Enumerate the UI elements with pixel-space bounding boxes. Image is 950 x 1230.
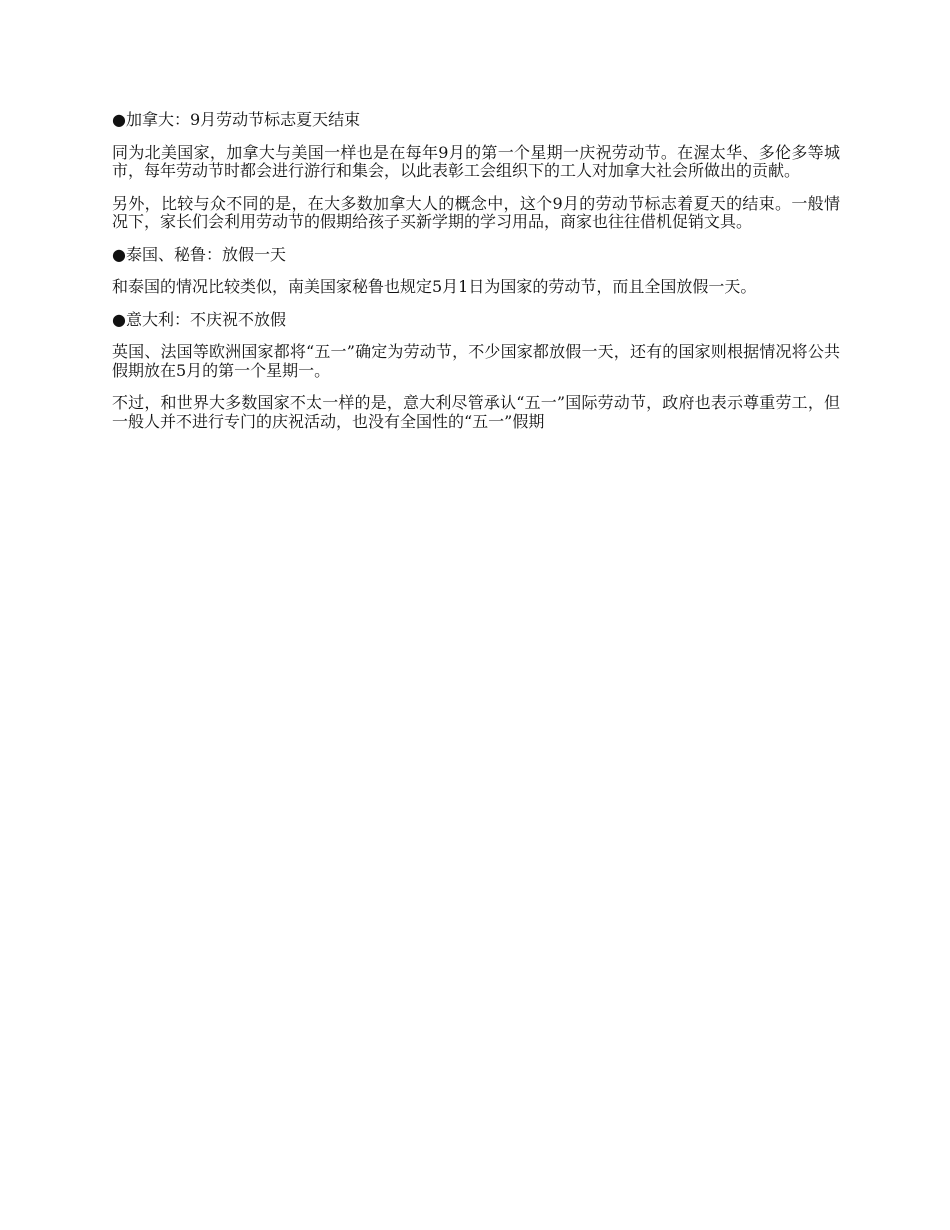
paragraph: 英国、法国等欧洲国家都将“五一”确定为劳动节，不少国家都放假一天，还有的国家则根据情况将公共假期放在5月的第一个星期一。 (112, 342, 840, 380)
section-heading-text: 意大利：不庆祝不放假 (125, 309, 286, 329)
bullet-icon: ● (112, 110, 126, 129)
paragraph: 同为北美国家，加拿大与美国一样也是在每年9月的第一个星期一庆祝劳动节。在渥太华、多伦多等城市，每年劳动节时都会进行游行和集会，以此表彰工会组织下的工人对加拿大社会所做出的贡献。 (112, 142, 840, 180)
section-heading-text: 加拿大：9月劳动节标志夏天结束 (125, 110, 361, 129)
bullet-icon: ● (112, 309, 126, 329)
document-page (112, 111, 840, 445)
section-heading-text: 泰国、秘鲁：放假一天 (125, 244, 286, 264)
paragraph: 不过，和世界大多数国家不太一样的是，意大利尽管承认“五一”国际劳动节，政府也表示尊重劳工，但一般人并不进行专门的庆祝活动，也没有全国性的“五一”假期 (112, 393, 840, 431)
paragraph: 和泰国的情况比较类似，南美国家秘鲁也规定5月1日为国家的劳动节，而且全国放假一天。 (112, 277, 757, 296)
section-heading-italy (112, 311, 840, 330)
paragraph: 另外，比较与众不同的是，在大多数加拿大人的概念中，这个9月的劳动节标志着夏天的结束。一般情况下，家长们会利用劳动节的假期给孩子买新学期的学习用品，商家也往往借机促销文具。 (112, 193, 840, 231)
section-heading-canada (112, 111, 840, 130)
bullet-icon: ● (112, 244, 126, 264)
section-heading-thailand-peru (112, 246, 840, 265)
